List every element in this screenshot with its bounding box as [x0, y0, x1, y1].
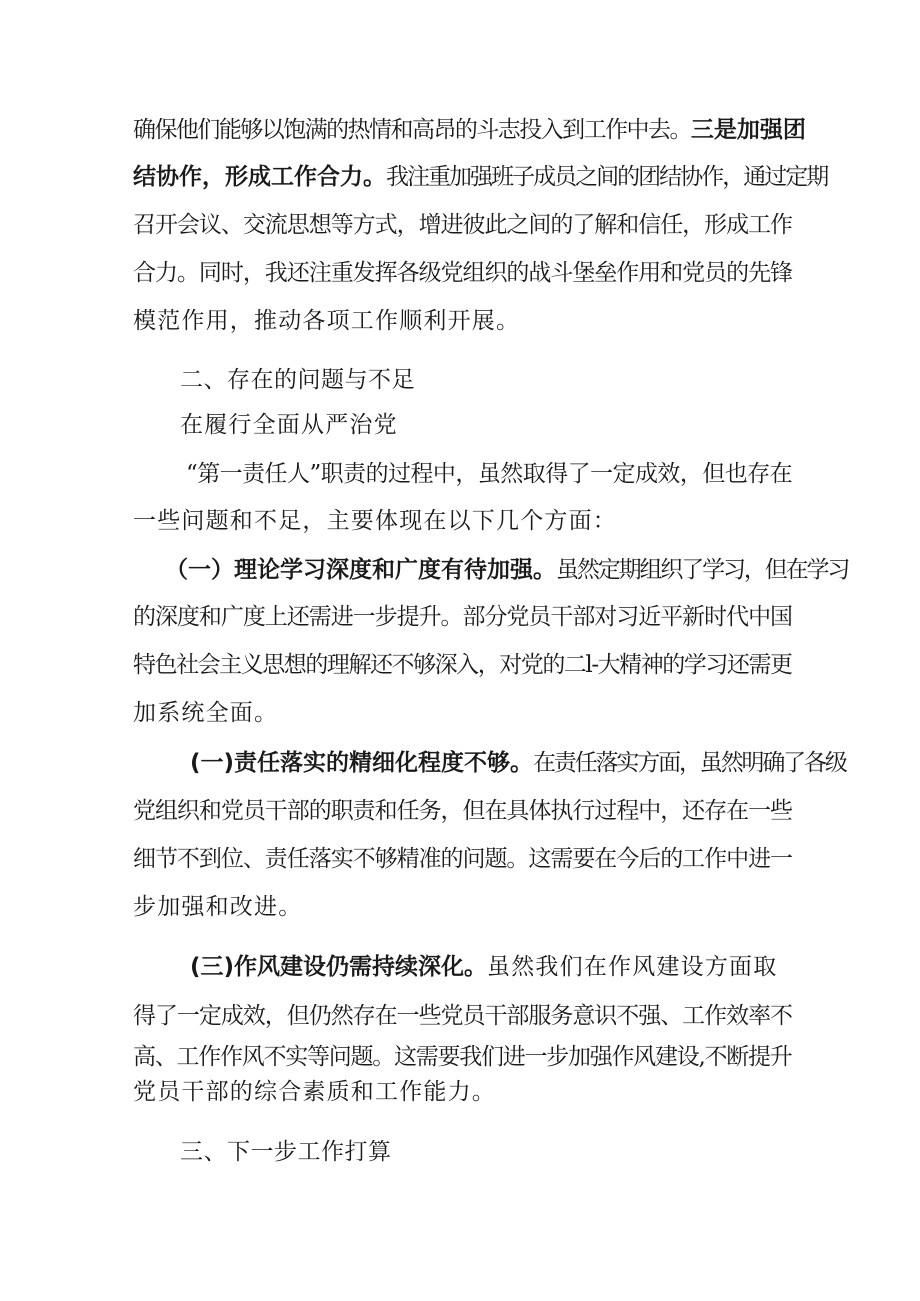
para1-line1-text: 确保他们能够以饱满的热情和高昂的斗志投入到工作中去。 — [133, 117, 691, 143]
item1-line2: 的深度和广度上还需进一步提升。部分党员干部对习近平新时代中国 — [133, 604, 793, 630]
item3-title: (三)作风建设仍需持续深化。 — [190, 954, 488, 980]
item2-line1 — [190, 748, 846, 778]
section-heading-2: 二、存在的问题与不足 — [180, 367, 415, 393]
para1-line1-bold: 三是加强团 — [690, 117, 806, 143]
item2-line2: 党组织和党员干部的职责和任务，但在具体执行过程中，还存在一些 — [133, 798, 793, 824]
item2-line3: 细节不到位、责任落实不够精准的问题。这需要在今后的工作中进一 — [133, 846, 793, 872]
para1-line2 — [133, 162, 827, 192]
item1-line1-text: 虽然定期组织了学习，但在学习 — [556, 557, 849, 583]
para1-line2-bold: 结协作，形成工作合力。 — [133, 164, 386, 190]
para1-line3: 召开会议、交流思想等方式，增进彼此之间的了解和信任，形成工作 — [133, 212, 793, 238]
item3-line1 — [190, 952, 777, 982]
para2-line2: “第一责任人”职责的过程中，虽然取得了一定成效，但也存在 — [186, 461, 793, 487]
para2-line3: 一些问题和不足，主要体现在以下几个方面： — [133, 508, 617, 534]
para1-line1 — [133, 115, 806, 145]
item3-line1-text: 虽然我们在作风建设方面取 — [487, 954, 778, 980]
section-heading-3: 三、下一步工作打算 — [180, 1139, 392, 1165]
para1-line4: 合力。同时，我还注重发挥各级党组织的战斗堡垒作用和党员的先锋 — [133, 260, 793, 286]
item2-title: (一)责任落实的精细化程度不够。 — [190, 750, 534, 776]
para2-line1: 在履行全面从严治党 — [180, 412, 398, 438]
item3-line4: 党员干部的综合素质和工作能力。 — [133, 1079, 496, 1105]
item1-title: （一）理论学习深度和广度有待加强。 — [165, 557, 556, 583]
item2-line4: 步加强和改进。 — [133, 894, 303, 920]
para1-line2-text: 我注重加强班子成员之间的团结协作，通过定期 — [386, 164, 828, 190]
item1-line4: 加系统全面。 — [133, 700, 279, 726]
item3-line2: 得了一定成效，但仍然存在一些党员干部服务意识不强、工作效率不 — [133, 1003, 793, 1029]
item1-line3: 特色社会主义思想的理解还不够深入，对党的二l-大精神的学习还需更 — [133, 652, 792, 678]
item1-line1 — [165, 555, 848, 585]
item3-line3: 高、工作作风不实等问题。这需要我们进一步加强作风建设,不断提升 — [133, 1044, 792, 1070]
para1-line5: 模范作用，推动各项工作顺利开展。 — [133, 308, 521, 334]
item2-line1-text: 在责任落实方面，虽然明确了各级 — [533, 750, 846, 776]
